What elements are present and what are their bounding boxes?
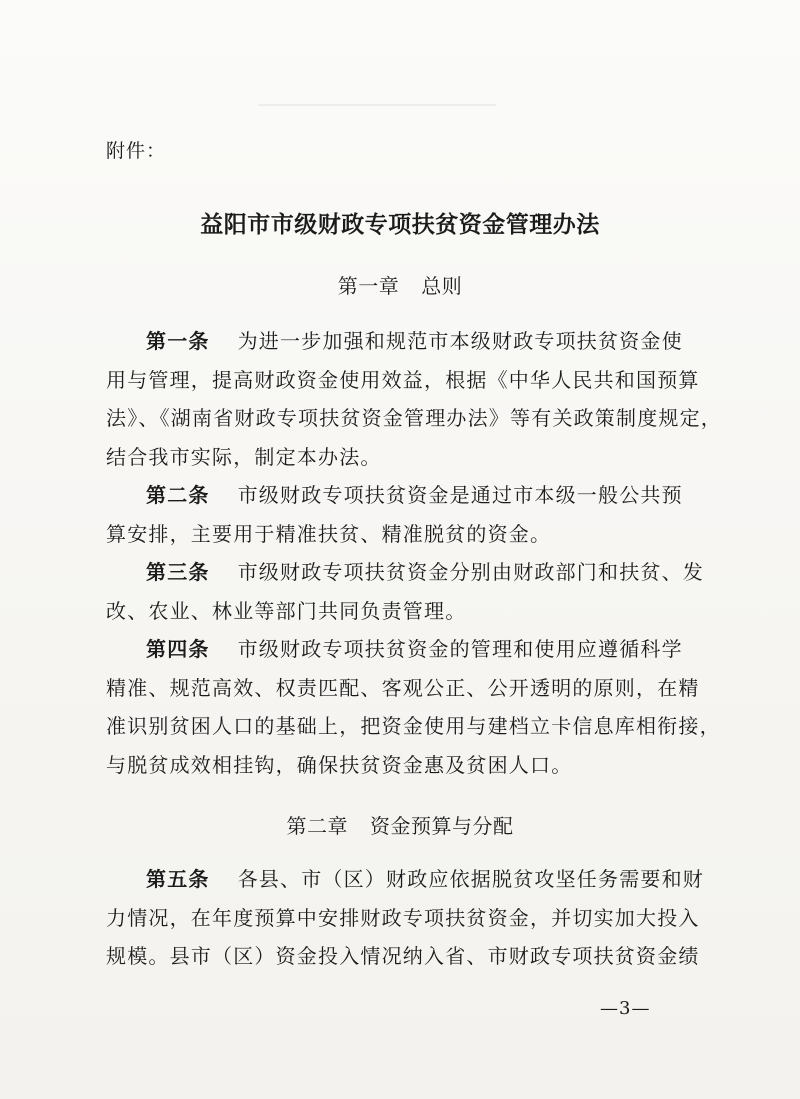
article-text-line: 精准、规范高效、权责匹配、客观公正、公开透明的原则，在精 xyxy=(106,675,700,700)
article-text-line: 结合我市实际，制定本办法。 xyxy=(106,444,382,469)
chapter-label: 第一章 xyxy=(337,274,400,298)
article-label: 第四条 xyxy=(146,637,210,661)
article-text-line: 与脱贫成效相挂钩，确保扶贫资金惠及贫困人口。 xyxy=(106,752,573,777)
article-text-line: 改、农业、林业等部门共同负责管理。 xyxy=(106,598,467,623)
article-label: 第一条 xyxy=(146,329,210,353)
article-text-line: 市级财政专项扶贫资金是通过市本级一般公共预 xyxy=(237,483,683,507)
article-text-line: 准识别贫困人口的基础上，把资金使用与建档立卡信息库相衔接， xyxy=(106,714,721,738)
article-text-line: 法》、《湖南省财政专项扶贫资金管理办法》等有关政策制度规定， xyxy=(106,406,722,430)
article-text-line: 用与管理，提高财政资金使用效益，根据《中华人民共和国预算 xyxy=(106,367,700,392)
article-text-line: 规模。县市（区）资金投入情况纳入省、市财政专项扶贫资金绩 xyxy=(106,944,700,968)
article-4 xyxy=(106,630,721,784)
article-text-line: 为进一步加强和规范市本级财政专项扶贫资金使 xyxy=(237,329,683,353)
article-label: 第三条 xyxy=(146,560,210,584)
article-3 xyxy=(106,553,705,630)
page-number: —3— xyxy=(600,998,651,1019)
chapter-heading-2 xyxy=(0,810,800,839)
article-label: 第二条 xyxy=(146,483,210,507)
chapter-name: 资金预算与分配 xyxy=(370,814,514,838)
article-2 xyxy=(106,476,686,553)
document-title: 益阳市市级财政专项扶贫资金管理办法 xyxy=(200,211,600,238)
chapter-name: 总则 xyxy=(421,274,463,298)
attachment-label: 附件： xyxy=(106,140,167,162)
chapter-heading-1 xyxy=(0,270,800,299)
article-label: 第五条 xyxy=(146,867,210,891)
scan-artifact xyxy=(258,104,496,106)
article-text-line: 市级财政专项扶贫资金分别由财政部门和扶贫、发 xyxy=(237,560,705,584)
chapter-label: 第二章 xyxy=(286,814,348,838)
article-1 xyxy=(106,322,722,476)
article-text-line: 各县、市（区）财政应依据脱贫攻坚任务需要和财 xyxy=(237,867,705,891)
article-text-line: 力情况，在年度预算中安排财政专项扶贫资金，并切实加大投入 xyxy=(106,905,700,930)
article-text-line: 市级财政专项扶贫资金的管理和使用应遵循科学 xyxy=(237,637,683,661)
article-5 xyxy=(106,860,705,976)
article-text-line: 算安排，主要用于精准扶贫、精准脱贫的资金。 xyxy=(106,521,552,546)
